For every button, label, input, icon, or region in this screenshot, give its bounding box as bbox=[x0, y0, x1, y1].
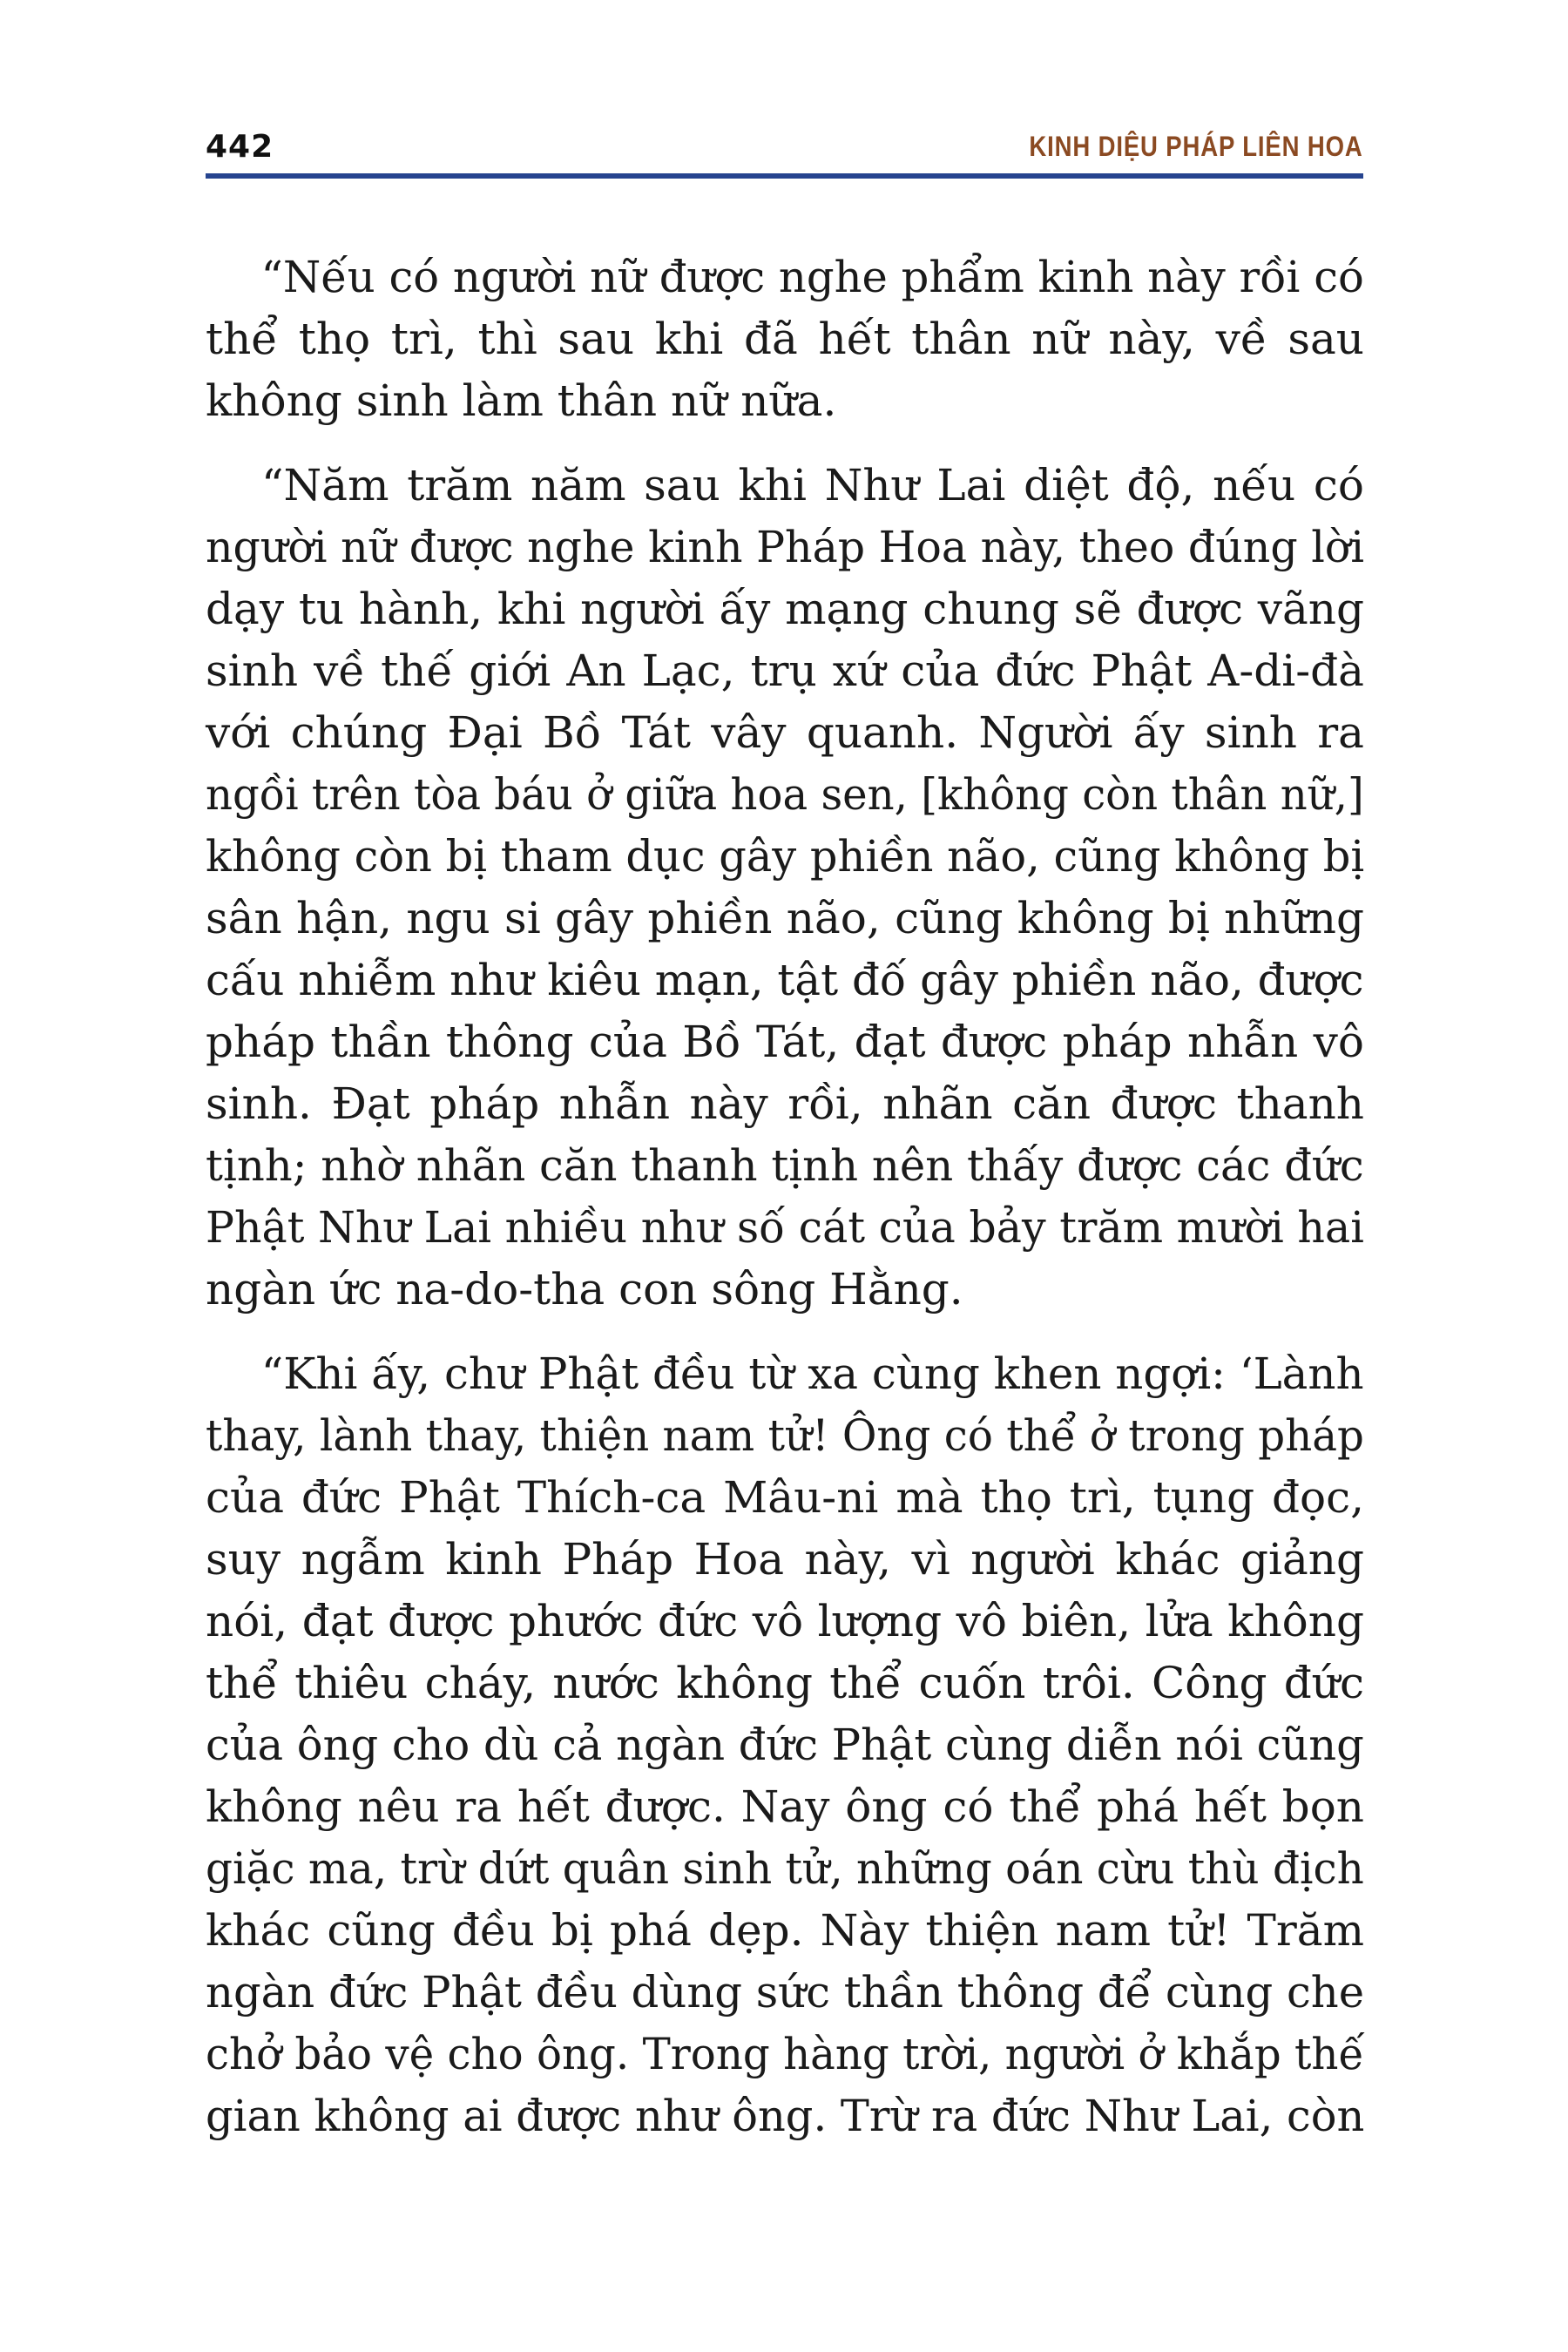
header-rule bbox=[206, 173, 1363, 179]
text-line: người nữ được nghe kinh Pháp Hoa này, theo đúng lời bbox=[206, 522, 1365, 572]
text-line: sinh. Đạt pháp nhẫn này rồi, nhãn căn được thanh bbox=[206, 1078, 1364, 1129]
text-line: sinh về thế giới An Lạc, trụ xứ của đức Phật A-di-đà bbox=[206, 645, 1364, 696]
paragraph bbox=[206, 247, 1364, 432]
paragraph bbox=[206, 455, 1364, 1321]
page-number: 442 bbox=[206, 129, 274, 165]
text-line: thể thiêu cháy, nước không thể cuốn trôi. Công đức bbox=[206, 1658, 1364, 1708]
text-line: khác cũng đều bị phá dẹp. Này thiện nam tử! Trăm bbox=[206, 1905, 1364, 1956]
text-line: cấu nhiễm như kiêu mạn, tật đố gây phiền não, được bbox=[206, 955, 1364, 1005]
text-line: nói, đạt được phước đức vô lượng vô biên, lửa không bbox=[206, 1596, 1364, 1646]
text-line: dạy tu hành, khi người ấy mạng chung sẽ được vãng bbox=[206, 584, 1364, 634]
text-line: “Nếu có người nữ được nghe phẩm kinh này rồi có bbox=[260, 252, 1364, 302]
body-text bbox=[206, 247, 1364, 2170]
paragraph bbox=[206, 1343, 1364, 2147]
text-line: “Khi ấy, chư Phật đều từ xa cùng khen ngợi: ‘Lành bbox=[260, 1348, 1364, 1399]
text-line: thể thọ trì, thì sau khi đã hết thân nữ này, về sau bbox=[206, 314, 1364, 364]
text-line: “Năm trăm năm sau khi Như Lai diệt độ, nếu có bbox=[261, 460, 1364, 510]
text-line: của đức Phật Thích-ca Mâu-ni mà thọ trì, tụng đọc, bbox=[206, 1472, 1364, 1523]
text-line: chở bảo vệ cho ông. Trong hàng trời, người ở khắp thế bbox=[206, 2029, 1365, 2079]
text-line: suy ngẫm kinh Pháp Hoa này, vì người khác giảng bbox=[206, 1534, 1364, 1585]
text-line: của ông cho dù cả ngàn đức Phật cùng diễn nói cũng bbox=[206, 1720, 1364, 1770]
text-line: giặc ma, trừ dứt quân sinh tử, những oán cừu thù địch bbox=[206, 1843, 1364, 1894]
text-line: sân hận, ngu si gây phiền não, cũng không bị những bbox=[206, 893, 1364, 943]
text-line: pháp thần thông của Bồ Tát, đạt được pháp nhẫn vô bbox=[206, 1017, 1364, 1067]
text-line: gian không ai được như ông. Trừ ra đức Như Lai, còn bbox=[206, 2091, 1365, 2141]
text-line: không nêu ra hết được. Nay ông có thể phá hết bọn bbox=[206, 1781, 1364, 1832]
text-line: Phật Như Lai nhiều như số cát của bảy trăm mười hai bbox=[206, 1202, 1364, 1253]
text-line: ngàn ức na-do-tha con sông Hằng. bbox=[206, 1264, 963, 1315]
text-line: thay, lành thay, thiện nam tử! Ông có thể ở trong pháp bbox=[206, 1410, 1364, 1461]
text-line: không sinh làm thân nữ nữa. bbox=[206, 375, 837, 426]
text-line: ngàn đức Phật đều dùng sức thần thông để cùng che bbox=[206, 1967, 1365, 2017]
running-title: KINH DIỆU PHÁP LIÊN HOA bbox=[1029, 131, 1363, 162]
text-line: ngồi trên tòa báu ở giữa hoa sen, [không còn thân nữ,] bbox=[206, 769, 1364, 820]
text-line: tịnh; nhờ nhãn căn thanh tịnh nên thấy được các đức bbox=[206, 1140, 1364, 1191]
text-line: không còn bị tham dục gây phiền não, cũng không bị bbox=[206, 831, 1365, 882]
text-line: với chúng Đại Bồ Tát vây quanh. Người ấy sinh ra bbox=[206, 707, 1364, 758]
